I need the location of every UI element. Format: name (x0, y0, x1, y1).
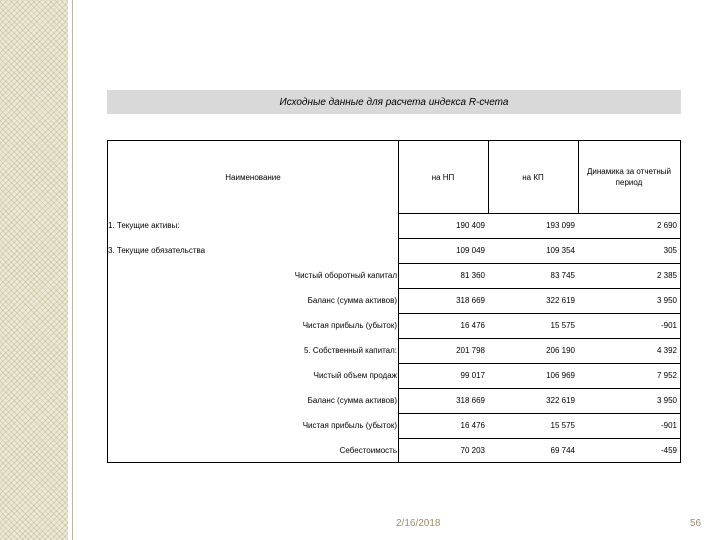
header-kp (488, 141, 578, 213)
row-label: 5. Собственный капитал: (303, 346, 397, 355)
row-label: Баланс (сумма активов) (307, 396, 397, 405)
header-name (108, 141, 398, 213)
header-dynamics (578, 141, 680, 213)
col-divider-dyn-header (578, 140, 579, 213)
cell-np: 70 203 (460, 446, 485, 455)
cell-np: 190 409 (456, 221, 485, 230)
row-label: 3. Текущие обязательства (108, 246, 206, 255)
cell-dynamics: -459 (660, 446, 677, 455)
cell-kp: 206 190 (546, 346, 575, 355)
header-kp-text: на КП (522, 172, 544, 182)
page-number: 56 (690, 518, 702, 529)
data-table (107, 140, 681, 463)
cell-kp: 83 745 (550, 271, 575, 280)
header-np (398, 141, 488, 213)
cell-kp: 109 354 (546, 246, 575, 255)
row-label: 1. Текущие активы: (108, 221, 180, 230)
side-divider (72, 0, 73, 540)
cell-dynamics: 305 (663, 246, 677, 255)
row-label: Чистая прибыль (убыток) (302, 421, 397, 430)
cell-np: 81 360 (460, 271, 485, 280)
header-name-text: Наименование (225, 172, 281, 182)
col-divider-kp-header (488, 140, 489, 213)
cell-np: 201 798 (456, 346, 485, 355)
cell-dynamics: 2 385 (656, 271, 677, 280)
cell-dynamics: 3 950 (656, 296, 677, 305)
header-np-text: на НП (431, 172, 455, 182)
cell-np: 109 049 (456, 246, 485, 255)
cell-dynamics: 4 392 (656, 346, 677, 355)
cell-dynamics: 3 950 (656, 396, 677, 405)
cell-np: 318 669 (456, 396, 485, 405)
cell-np: 16 476 (460, 421, 485, 430)
cell-kp: 69 744 (550, 446, 575, 455)
table-title (107, 90, 681, 114)
row-label: Баланс (сумма активов) (307, 296, 397, 305)
cell-dynamics: -901 (660, 421, 677, 430)
cell-dynamics: -901 (660, 321, 677, 330)
cell-kp: 15 575 (550, 421, 575, 430)
cell-dynamics: 2 690 (656, 221, 677, 230)
cell-dynamics: 7 952 (656, 371, 677, 380)
cell-kp: 106 969 (546, 371, 575, 380)
table-title-text: Исходные данные для расчета индекса R-счета (279, 96, 509, 108)
cell-kp: 322 619 (546, 396, 575, 405)
row-label: Чистая прибыль (убыток) (302, 321, 397, 330)
cell-kp: 193 099 (546, 221, 575, 230)
cell-kp: 15 575 (550, 321, 575, 330)
cell-np: 99 017 (460, 371, 485, 380)
decorative-side-strip (0, 0, 68, 540)
cell-np: 318 669 (456, 296, 485, 305)
cell-kp: 322 619 (546, 296, 575, 305)
footer-date: 2/16/2018 (396, 518, 441, 529)
header-dynamics-text: Динамика за отчетный период (587, 167, 671, 187)
row-label: Чистый оборотный капитал (294, 271, 397, 280)
header-label-base (108, 213, 398, 214)
row-label: Чистый объем продаж (313, 371, 397, 380)
row-label: Себестоимость (339, 446, 397, 455)
cell-np: 16 476 (460, 321, 485, 330)
table-border-right (680, 140, 681, 463)
